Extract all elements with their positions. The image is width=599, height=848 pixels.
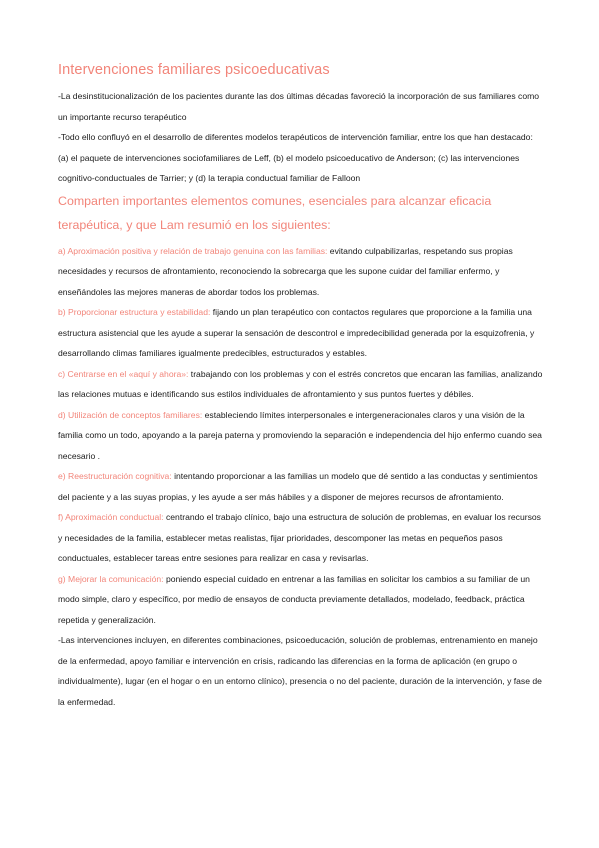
item-label: b) Proporcionar estructura y estabilidad: (58, 307, 211, 317)
list-item (58, 466, 544, 507)
section-subheading: Comparten importantes elementos comunes, esenciales para alcanzar eficacia terapéutica, y que Lam resumió en los siguientes: (58, 193, 492, 232)
item-label: e) Reestructuración cognitiva: (58, 471, 172, 481)
closing-paragraph: -Las intervenciones incluyen, en diferentes combinaciones, psicoeducación, solución de problemas, entrenamiento en manejo de la enfermedad, apoyo familiar e intervención en crisis, radicando las diferencias en la forma de aplicación (en grupo o individualmente), lugar (en el hogar o en un entorno clínico), presencia o no del paciente, duración de la intervención, y fase de la enfermedad. (58, 635, 542, 707)
intro-paragraph-2: -Todo ello confluyó en el desarrollo de diferentes modelos terapéuticos de intervención familiar, entre los que han destacado: (a) el paquete de intervenciones sociofamiliares de Leff, (b) el modelo psicoeducativo de Anderson; (c) las intervenciones cognitivo-conductuales de Tarrier; y (d) la terapia conductual familiar de Falloon (58, 132, 533, 183)
item-text: intentando proporcionar a las familias un modelo que dé sentido a las conductas y sentimientos del paciente y a las suyas propias, y les ayude a ser más hábiles y a disponer de mejores recursos de afrontamiento. (58, 471, 538, 502)
item-label: f) Aproximación conductual: (58, 512, 164, 522)
item-text: centrando el trabajo clínico, bajo una estructura de solución de problemas, en evaluar los recursos y necesidades de la familia, establecer metas realistas, fijar prioridades, descomponer las metas en pequeños pasos conductuales, establecer tareas entre sesiones para realizar en casa y revisarlas. (58, 512, 541, 563)
list-item (58, 507, 544, 569)
page-title: Intervenciones familiares psicoeducativas (58, 62, 330, 78)
list-item (58, 569, 544, 631)
item-text: fijando un plan terapéutico con contactos regulares que proporcione a la familia una estructura asistencial que les ayude a superar la sensación de descontrol e impredecibilidad generada por la esquizofrenia, y desarrollando climas familiares igualmente predecibles, estructurados y estables. (58, 307, 535, 358)
list-item (58, 364, 544, 405)
list-item (58, 241, 544, 303)
item-label: a) Aproximación positiva y relación de trabajo genuina con las familias: (58, 245, 328, 256)
item-text: evitando culpabilizarlas, respetando sus propias necesidades y recursos de afrontamiento, reconociendo la sobrecarga que les supone cuidar del familiar enfermo, y enseñándoles las mejores maneras de abordar todos los problemas. (58, 245, 513, 297)
item-label: d) Utilización de conceptos familiares: (58, 409, 203, 420)
item-label: g) Mejorar la comunicación: (58, 573, 164, 584)
list-item (58, 302, 544, 364)
item-text: estableciendo límites interpersonales e intergeneracionales claros y una visión de la familia como un todo, apoyando a la pareja paterna y promoviendo la separación e independencia del hijo enfermo cuando sea necesario . (58, 409, 542, 461)
list-item (58, 405, 544, 467)
item-label: c) Centrarse en el «aquí y ahora»: (58, 368, 189, 379)
item-text: trabajando con los problemas y con el estrés concretos que encaran las familias, analizando las relaciones mutuas e identificando sus estilos individuales de afrontamiento y sus puntos fuertes y débiles. (58, 368, 543, 399)
intro-paragraph-1: -La desinstitucionalización de los pacientes durante las dos últimas décadas favoreció la incorporación de sus familiares como un importante recurso terapéutico (58, 91, 540, 122)
document-page (58, 60, 544, 712)
item-text: poniendo especial cuidado en entrenar a las familias en solicitar los cambios a su familiar de un modo simple, claro y específico, por medio de ensayos de conducta previamente detallados, modelado, feedback, práctica repetida y generalización. (58, 573, 530, 625)
